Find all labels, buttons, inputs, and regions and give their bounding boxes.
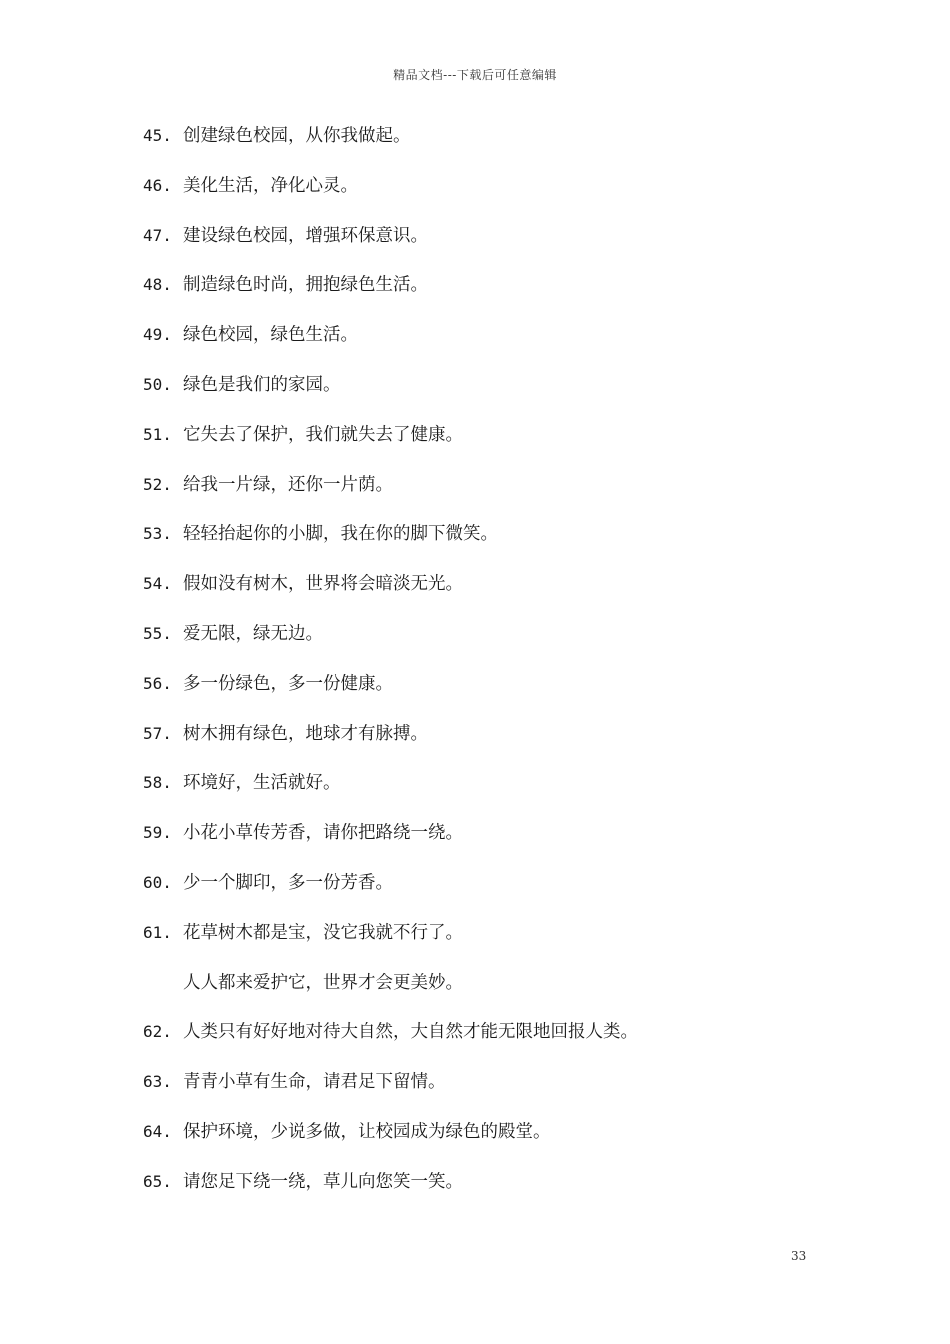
list-item — [143, 471, 638, 521]
item-text: 美化生活，净化心灵。 — [183, 175, 358, 196]
list-item — [143, 421, 638, 471]
list-item — [143, 271, 638, 321]
item-number: 62. — [143, 1022, 172, 1042]
item-number: 53. — [143, 524, 172, 544]
list-item — [143, 371, 638, 421]
item-text: 少一个脚印，多一份芳香。 — [183, 872, 393, 893]
list-item — [143, 620, 638, 670]
item-number: 48. — [143, 275, 172, 295]
item-text: 人类只有好好地对待大自然，大自然才能无限地回报人类。 — [183, 1022, 638, 1043]
item-number: 54. — [143, 574, 172, 594]
item-number: 46. — [143, 175, 172, 195]
list-item — [143, 520, 638, 570]
item-text: 它失去了保护，我们就失去了健康。 — [183, 424, 463, 445]
item-text: 小花小草传芳香，请你把路绕一绕。 — [183, 823, 463, 844]
page-number: 33 — [791, 1249, 807, 1263]
item-text: 花草树木都是宝，没它我就不行了。 — [183, 922, 463, 943]
item-text: 给我一片绿，还你一片荫。 — [183, 474, 393, 495]
list-item — [143, 919, 638, 969]
item-number: 55. — [143, 623, 172, 643]
item-number: 49. — [143, 325, 172, 345]
item-number: 56. — [143, 673, 172, 693]
item-number: 59. — [143, 823, 172, 843]
list-item — [143, 819, 638, 869]
item-text: 绿色校园，绿色生活。 — [183, 325, 358, 346]
item-text: 保护环境，少说多做，让校园成为绿色的殿堂。 — [183, 1121, 551, 1142]
item-text: 假如没有树木，世界将会暗淡无光。 — [183, 574, 463, 595]
item-text: 人人都来爱护它，世界才会更美妙。 — [183, 972, 463, 993]
list-item — [143, 1168, 638, 1218]
list-item — [143, 1018, 638, 1068]
item-number: 52. — [143, 474, 172, 494]
list-item — [143, 222, 638, 272]
slogan-list — [143, 122, 638, 1218]
item-number: 65. — [143, 1171, 172, 1191]
item-number: 60. — [143, 872, 172, 892]
item-number: 64. — [143, 1121, 172, 1141]
item-number: 63. — [143, 1072, 172, 1092]
item-text: 环境好，生活就好。 — [183, 773, 341, 794]
list-item — [143, 670, 638, 720]
item-number: 61. — [143, 922, 172, 942]
item-text: 请您足下绕一绕，草儿向您笑一笑。 — [183, 1171, 463, 1192]
item-text: 轻轻抬起你的小脚，我在你的脚下微笑。 — [183, 524, 498, 545]
item-number: 45. — [143, 126, 172, 145]
list-item — [143, 172, 638, 222]
list-item-continuation — [143, 969, 638, 1019]
item-text: 创建绿色校园，从你我做起。 — [183, 126, 411, 146]
item-number: 57. — [143, 723, 172, 743]
list-item — [143, 1118, 638, 1168]
item-text: 绿色是我们的家园。 — [183, 374, 341, 395]
item-text: 树木拥有绿色，地球才有脉搏。 — [183, 723, 428, 744]
list-item — [143, 769, 638, 819]
list-item — [143, 570, 638, 620]
list-item — [143, 321, 638, 371]
item-text: 建设绿色校园，增强环保意识。 — [183, 225, 428, 246]
list-item — [143, 869, 638, 919]
list-item — [143, 720, 638, 770]
item-number: 47. — [143, 225, 172, 245]
item-text: 制造绿色时尚，拥抱绿色生活。 — [183, 275, 428, 296]
item-number: 58. — [143, 773, 172, 793]
item-text: 爱无限，绿无边。 — [183, 623, 323, 644]
item-number — [143, 969, 183, 1019]
page-header: 精品文档---下载后可任意编辑 — [393, 68, 557, 82]
item-number: 51. — [143, 424, 172, 444]
item-number: 50. — [143, 374, 172, 394]
item-text: 青青小草有生命，请君足下留情。 — [183, 1072, 446, 1093]
list-item — [143, 1068, 638, 1118]
item-text: 多一份绿色，多一份健康。 — [183, 673, 393, 694]
list-item — [143, 122, 638, 172]
